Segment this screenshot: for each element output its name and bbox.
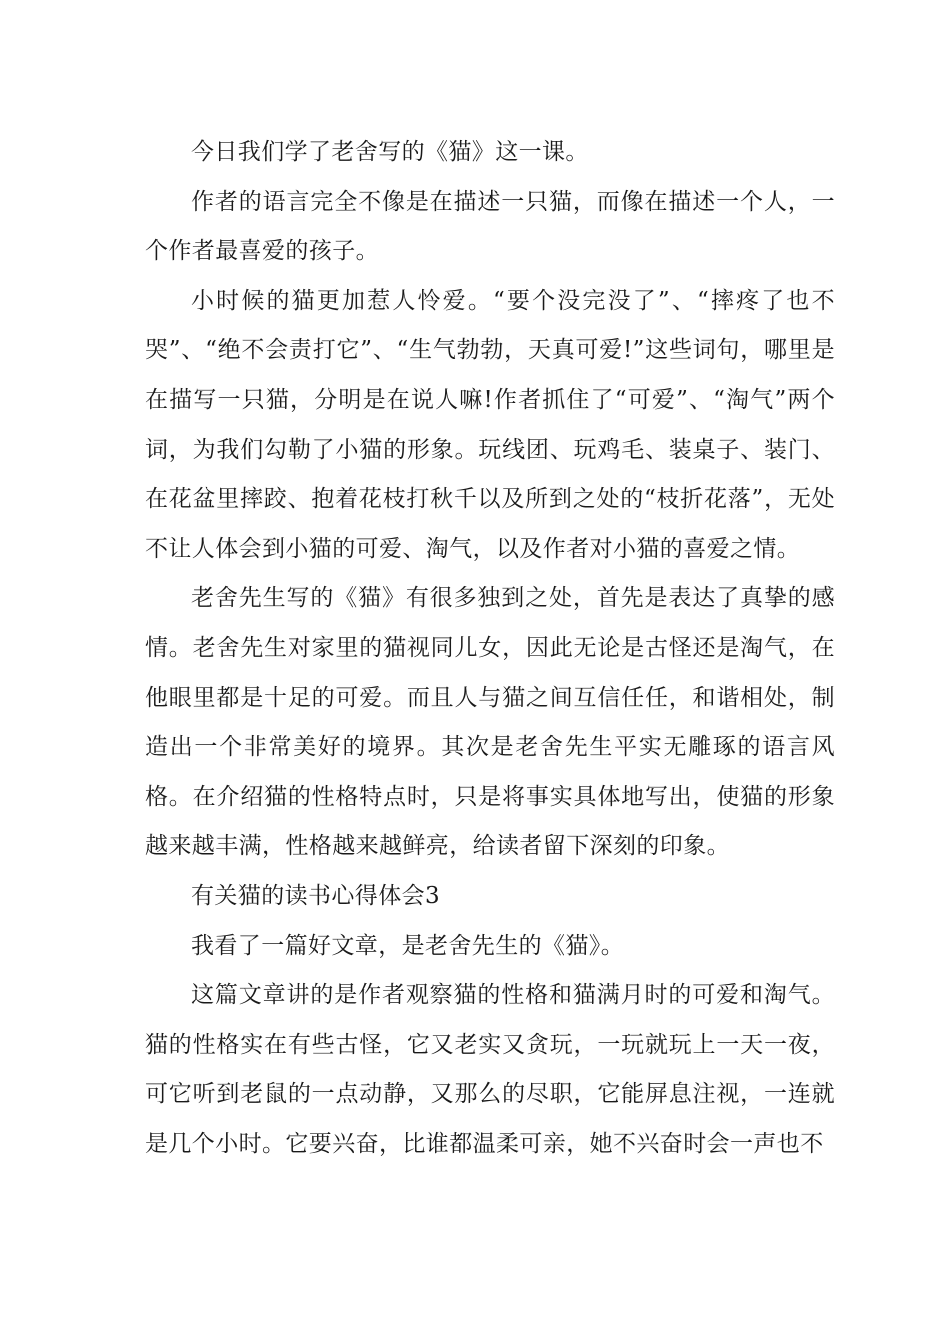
paragraph-5: 我看了一篇好文章，是老舍先生的《猫》。 (191, 932, 625, 959)
section-heading: 有关猫的读书心得体会3 (191, 882, 441, 909)
paragraph-6: 这篇文章讲的是作者观察猫的性格和猫满月时的可爱和淘气。猫的性格实在有些古怪，它又老实又贪玩，一玩就玩上一天一夜，可它听到老鼠的一点动静，又那么的尽职，它能屏息注视，一连就是几个小时。它要兴奋，比谁都温柔可亲，她不兴奋时会一声也不 (145, 982, 835, 1157)
paragraph-3: 小时候的猫更加惹人怜爱。“要个没完没了”、“摔疼了也不哭”、“绝不会责打它”、“生气勃勃，天真可爱!”这些词句，哪里是在描写一只猫，分明是在说人嘛!作者抓住了“可爱”、“淘气”两个词，为我们勾勒了小猫的形象。玩线团、玩鸡毛、装桌子、装门、在花盆里摔跤、抱着花枝打秋千以及所到之处的“枝折花落”，无处不让人体会到小猫的可爱、淘气，以及作者对小猫的喜爱之情。 (145, 287, 835, 562)
document-body (145, 128, 835, 1169)
paragraph-2: 作者的语言完全不像是在描述一只猫，而像在描述一个人，一个作者最喜爱的孩子。 (145, 188, 835, 265)
paragraph-4: 老舍先生写的《猫》有很多独到之处，首先是表达了真挚的感情。老舍先生对家里的猫视同儿女，因此无论是古怪还是淘气，在他眼里都是十足的可爱。而且人与猫之间互信任任，和谐相处，制造出一个非常美好的境界。其次是老舍先生平实无雕琢的语言风格。在介绍猫的性格特点时，只是将事实具体地写出，使猫的形象越来越丰满，性格越来越鲜亮，给读者留下深刻的印象。 (145, 585, 835, 860)
paragraph-1: 今日我们学了老舍写的《猫》这一课。 (191, 139, 589, 165)
